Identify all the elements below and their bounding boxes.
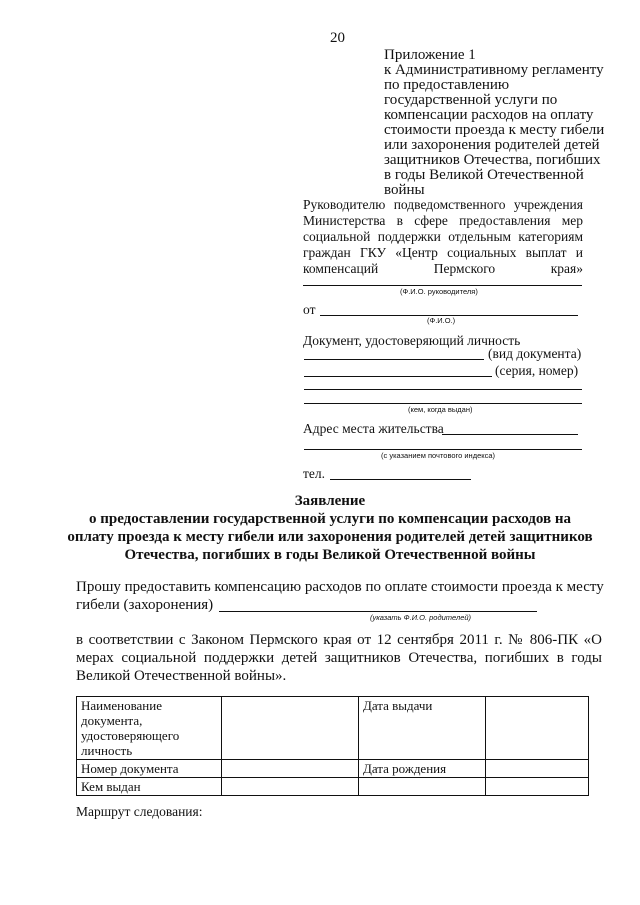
head-fio-field[interactable] xyxy=(303,285,582,286)
issued-by-caption: (кем, когда выдан) xyxy=(408,405,473,414)
address-field-1[interactable] xyxy=(442,434,578,435)
issued-field-1[interactable] xyxy=(304,389,582,390)
issue-date-value[interactable] xyxy=(486,697,589,760)
title-line: о предоставлении государственной услуги по компенсации расходов на xyxy=(88,511,572,527)
law-text: мерах социальной поддержки детей защитников Отечества, погибших в годы xyxy=(76,650,602,666)
empty-cell[interactable] xyxy=(359,778,486,796)
appendix-line: по предоставлению xyxy=(384,77,510,93)
appendix-heading xyxy=(384,48,614,198)
postal-caption: (с указанием почтового индекса) xyxy=(381,451,496,460)
parent-fio-caption: (указать Ф.И.О. родителей) xyxy=(370,613,472,622)
doc-number-cell: Номер документа xyxy=(77,760,222,778)
recipient-line: социальной поддержки отдельным категориям xyxy=(303,229,583,244)
address-label: Адрес места жительства xyxy=(303,421,444,436)
recipient-line: граждан ГКУ «Центр социальных выплат и xyxy=(303,245,583,260)
appendix-line: компенсации расходов на оплату xyxy=(384,107,594,123)
title-line: Заявление xyxy=(294,493,366,509)
recipient-line: Руководителю подведомственного учреждения xyxy=(303,197,583,212)
issue-date-cell: Дата выдачи xyxy=(359,697,486,760)
head-fio-caption: (Ф.И.О. руководителя) xyxy=(400,287,478,296)
route-label: Маршрут следования: xyxy=(76,804,203,819)
id-document-label: Документ, удостоверяющий личность xyxy=(303,333,521,348)
from-label: от xyxy=(303,302,316,317)
parent-fio-field[interactable] xyxy=(219,611,537,612)
birth-date-cell: Дата рождения xyxy=(359,760,486,778)
issued-by-cell: Кем выдан xyxy=(77,778,222,796)
series-number-field[interactable] xyxy=(304,376,492,377)
series-number-label: (серия, номер) xyxy=(495,363,579,378)
doc-number-value[interactable] xyxy=(222,760,359,778)
appendix-line: войны xyxy=(384,182,425,198)
recipient-block xyxy=(303,197,583,277)
appendix-line: к Административному регламенту xyxy=(384,62,604,78)
doc-type-field[interactable] xyxy=(304,359,484,360)
law-text: в соответствии с Законом Пермского края от 12 сентября 2011 г. № 806-ПК «О xyxy=(76,632,602,648)
issued-by-value[interactable] xyxy=(222,778,359,796)
title-line: оплату проезда к месту гибели или захоронения родителей детей защитников xyxy=(67,529,593,545)
law-text: Великой Отечественной войны». xyxy=(76,668,287,684)
fio-caption: (Ф.И.О.) xyxy=(427,316,456,325)
empty-cell[interactable] xyxy=(486,778,589,796)
request-text: гибели (захоронения) xyxy=(76,597,214,613)
appendix-line: Приложение 1 xyxy=(384,47,476,63)
doc-name-cell: Наименование документа, удостоверяющего личность xyxy=(77,697,222,760)
issued-field-2[interactable] xyxy=(304,403,582,404)
birth-date-value[interactable] xyxy=(486,760,589,778)
phone-label: тел. xyxy=(303,466,326,481)
phone-field[interactable] xyxy=(330,479,471,480)
document-table xyxy=(76,696,589,796)
doc-name-value[interactable] xyxy=(222,697,359,760)
page-number: 20 xyxy=(330,30,345,46)
appendix-line: или захоронения родителей детей xyxy=(384,137,600,153)
request-text: Прошу предоставить компенсацию расходов по оплате стоимости проезда к месту xyxy=(76,579,604,595)
recipient-line: компенсаций Пермского края» xyxy=(303,261,583,276)
appendix-line: государственной услуги по xyxy=(384,92,558,108)
doc-type-label: (вид документа) xyxy=(488,346,582,361)
address-field-2[interactable] xyxy=(304,449,582,450)
recipient-line: Министерства в сфере предоставления мер xyxy=(303,213,583,228)
appendix-line: в годы Великой Отечественной xyxy=(384,167,584,183)
title-line: Отечества, погибших в годы Великой Отечественной войны xyxy=(124,547,536,563)
appendix-line: защитников Отечества, погибших xyxy=(384,152,601,168)
appendix-line: стоимости проезда к месту гибели xyxy=(384,122,605,138)
